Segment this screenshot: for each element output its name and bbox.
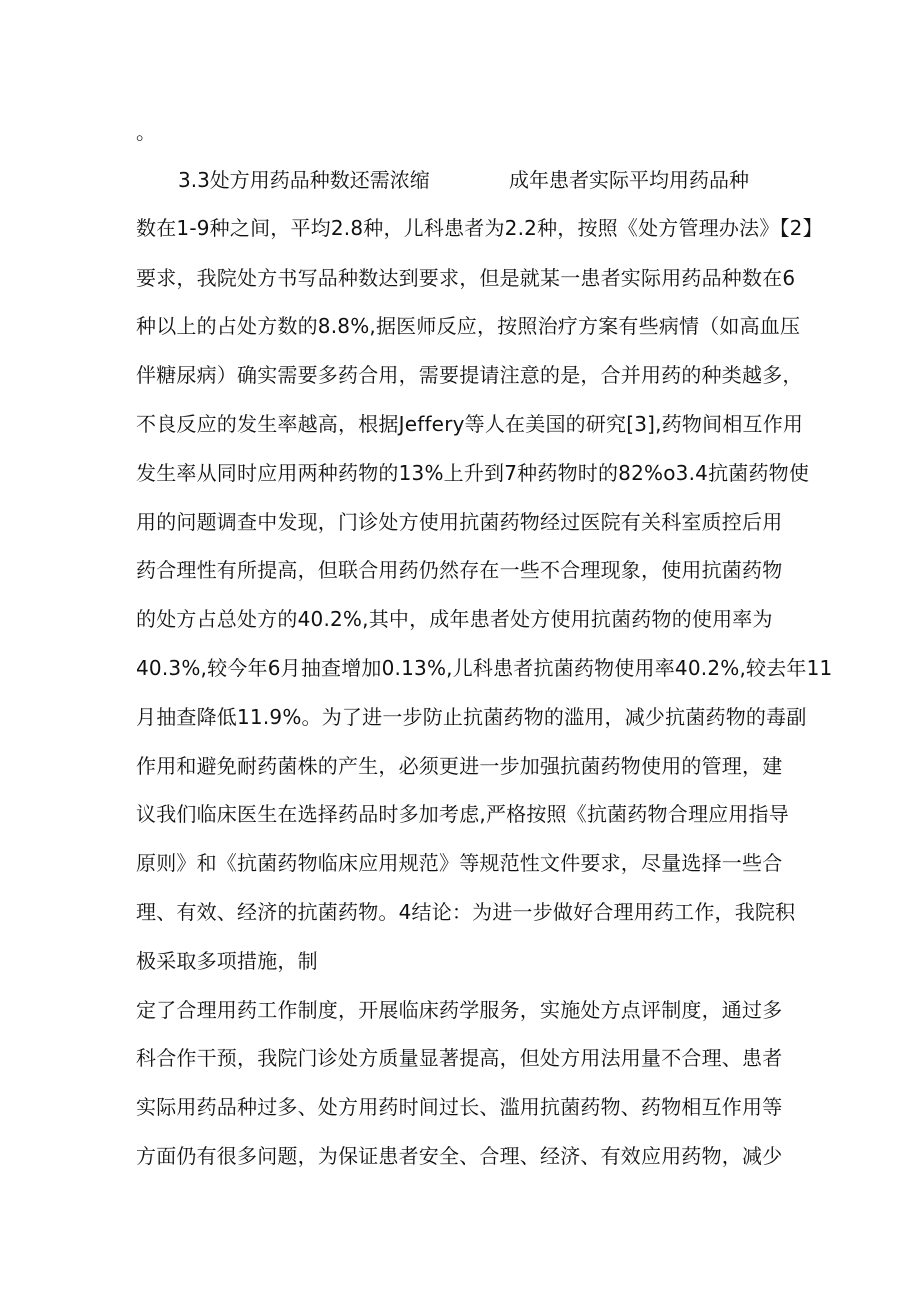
body-text-line: 药合理性有所提高，但联合用药仍然存在一些不合理现象，使用抗菌药物 (136, 558, 783, 582)
body-text-line: 要求，我院处方书写品种数达到要求，但是就某一患者实际用药品种数在6 (136, 266, 796, 290)
body-text-line: 定了合理用药工作制度，开展临床药学服务，实施处方点评制度，通过多 (136, 998, 783, 1022)
body-text-line: 作用和避免耐药菌株的产生，必须更进一步加强抗菌药物使用的管理，建 (136, 754, 783, 778)
body-text-line: 的处方占总处方的40.2%,其中，成年患者处方使用抗菌药物的使用率为 (136, 607, 773, 631)
body-text-line: 原则》和《抗菌药物临床应用规范》等规范性文件要求，尽量选择一些合 (136, 851, 783, 875)
body-text-line: 月抽查降低11.9%。为了进一步防止抗菌药物的滥用，减少抗菌药物的毒副 (136, 705, 807, 729)
body-text-line: 40.3%,较今年6月抽查增加0.13%,儿科患者抗菌药物使用率40.2%,较去年11 (136, 656, 833, 680)
body-text-line: 实际用药品种过多、处方用药时间过长、滥用抗菌药物、药物相互作用等 (136, 1095, 783, 1119)
body-text-line: 方面仍有很多问题，为保证患者安全、合理、经济、有效应用药物，减少 (136, 1144, 783, 1168)
body-text-line: 发生率从同时应用两种药物的13%上升到7种药物时的82%o3.4抗菌药物使 (136, 461, 810, 485)
body-text-line: 用的问题调查中发现，门诊处方使用抗菌药物经过医院有关科室质控后用 (136, 510, 783, 534)
body-text-line: 种以上的占处方数的8.8%,据医师反应，按照治疗方案有些病情（如高血压 (136, 314, 801, 338)
top-punctuation-mark: 。 (136, 120, 156, 144)
body-text-line: 理、有效、经济的抗菌药物。4结论：为进一步做好合理用药工作，我院积 (136, 900, 796, 924)
body-text-line: 科合作干预，我院门诊处方质量显著提高，但处方用法用量不合理、患者 (136, 1046, 783, 1070)
body-text-line: 议我们临床医生在选择药品时多加考虑,严格按照《抗菌药物合理应用指导 (136, 802, 789, 826)
body-text-line: 伴糖尿病）确实需要多药合用，需要提请注意的是，合并用药的种类越多， (136, 363, 803, 387)
body-text-line: 不良反应的发生率越高，根据Jeffery等人在美国的研究[3],药物间相互作用 (136, 412, 804, 436)
section-heading: 3.3处方用药品种数还需浓缩 (178, 168, 430, 192)
body-text-line: 极采取多项措施，制 (136, 949, 318, 973)
section-heading-continuation: 成年患者实际平均用药品种 (509, 168, 749, 192)
body-text-line: 数在1-9种之间，平均2.8种，儿科患者为2.2种，按照《处方管理办法》【2】 (136, 216, 823, 240)
